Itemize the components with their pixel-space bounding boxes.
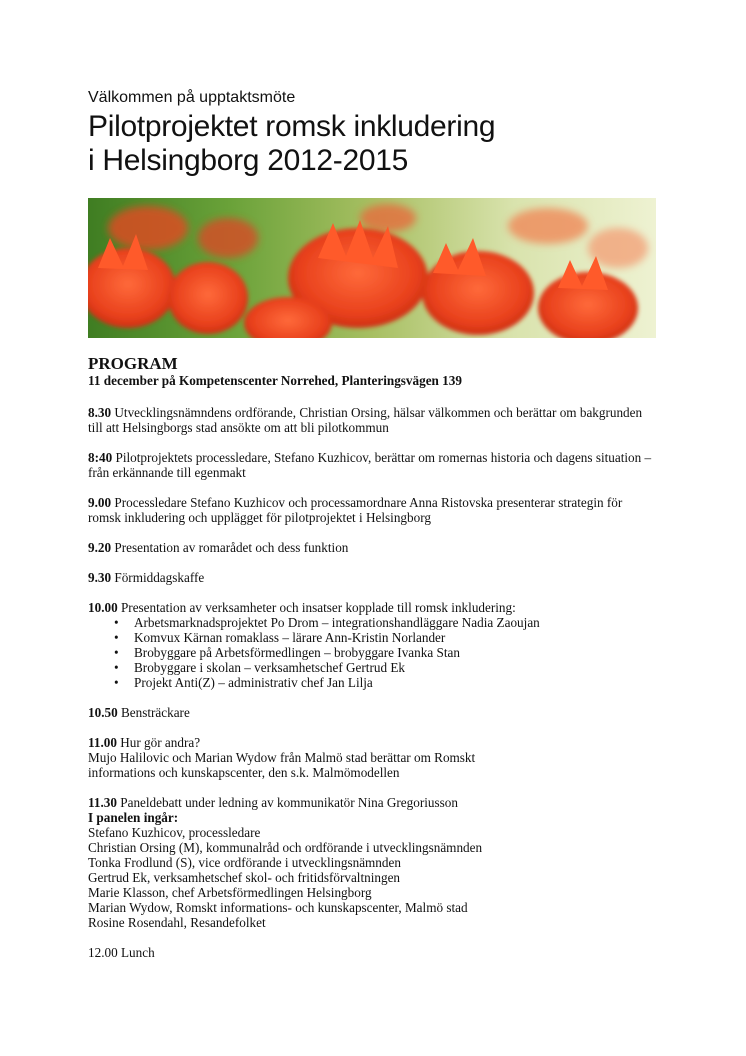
item-time: 10.00: [88, 600, 118, 615]
item-text: Presentation av verksamheter och insatser kopplade till romsk inkludering:: [117, 600, 516, 615]
list-item: • Arbetsmarknadsprojektet Po Drom – integrationshandläggare Nadia Zaoujan: [88, 615, 656, 630]
program-heading: PROGRAM: [88, 354, 178, 373]
item-text: Pilotprojektets processledare, Stefano Kuzhicov, berättar om romernas historia och dagens situation – från erkännande till egenmakt: [88, 450, 652, 480]
item-time: 8.30: [88, 405, 112, 420]
title-line-2: i Helsingborg 2012-2015: [88, 144, 408, 177]
program-item: [88, 600, 656, 690]
malmo-line-1: Mujo Halilovic och Marian Wydow från Malmö stad berättar om Romskt: [88, 750, 476, 765]
panel-member: Marie Klasson, chef Arbetsförmedlingen Helsingborg: [88, 885, 372, 900]
item-text: Utvecklingsnämndens ordförande, Christian Orsing, hälsar välkommen och berättar om bakgrunden till att Helsingborgs stad ansökte om att bli pilotkommun: [88, 405, 643, 435]
item-time: 11.00: [88, 735, 117, 750]
list-item: • Projekt Anti(Z) – administrativ chef Jan Lilja: [88, 675, 656, 690]
item-text: Processledare Stefano Kuzhicov och processamordnare Anna Ristovska presenterar strategin för romsk inkludering och upplägget för pilotprojektet i Helsingborg: [88, 495, 623, 525]
malmo-line-2: informations och kunskapscenter, den s.k. Malmömodellen: [88, 765, 400, 780]
program-date-venue: 11 december på Kompetenscenter Norrehed, Planteringsvägen 139: [88, 373, 462, 388]
tulips-illustration: [88, 198, 656, 338]
program-item: [88, 735, 656, 780]
program-item: [88, 405, 656, 435]
presentations-list: [88, 615, 656, 690]
list-item: • Komvux Kärnan romaklass – lärare Ann-Kristin Norlander: [88, 630, 656, 645]
item-text: Bensträckare: [117, 705, 190, 720]
tulips-photo: [88, 198, 656, 338]
panel-member: Christian Orsing (M), kommunalråd och ordförande i utvecklingsnämnden: [88, 840, 483, 855]
item-time: 9.30: [88, 570, 112, 585]
item-text: Hur gör andra?: [116, 735, 201, 750]
welcome-kicker: Välkommen på upptaktsmöte: [88, 89, 296, 106]
item-time: 9.00: [88, 495, 112, 510]
panel-member: Tonka Frodlund (S), vice ordförande i utvecklingsnämnden: [88, 855, 401, 870]
item-text: Paneldebatt under ledning av kommunikatör Nina Gregoriusson: [116, 795, 458, 810]
program-item: [88, 705, 656, 720]
item-text: Presentation av romarådet och dess funktion: [111, 540, 349, 555]
item-time: 10.50: [88, 705, 118, 720]
program-item: [88, 570, 656, 585]
panel-member: Gertrud Ek, verksamhetschef skol- och fritidsförvaltningen: [88, 870, 401, 885]
program-item: [88, 795, 656, 930]
document-title: [88, 110, 656, 178]
panel-heading: I panelen ingår:: [88, 810, 179, 825]
item-time: 11.30: [88, 795, 117, 810]
item-text: Förmiddagskaffe: [111, 570, 205, 585]
lunch-item: 12.00 Lunch: [88, 945, 155, 960]
title-line-1: Pilotprojektet romsk inkludering: [88, 110, 496, 143]
program-item: [88, 495, 656, 525]
panel-member: Stefano Kuzhicov, processledare: [88, 825, 261, 840]
panel-member: Rosine Rosendahl, Resandefolket: [88, 915, 266, 930]
item-time: 9.20: [88, 540, 112, 555]
document-page: [88, 88, 656, 960]
program-item: [88, 540, 656, 555]
list-item: • Brobyggare på Arbetsförmedlingen – brobyggare Ivanka Stan: [88, 645, 656, 660]
panel-member: Marian Wydow, Romskt informations- och kunskapscenter, Malmö stad: [88, 900, 468, 915]
program-item: [88, 450, 656, 480]
list-item: • Brobyggare i skolan – verksamhetschef Gertrud Ek: [88, 660, 656, 675]
item-time: 8:40: [88, 450, 113, 465]
